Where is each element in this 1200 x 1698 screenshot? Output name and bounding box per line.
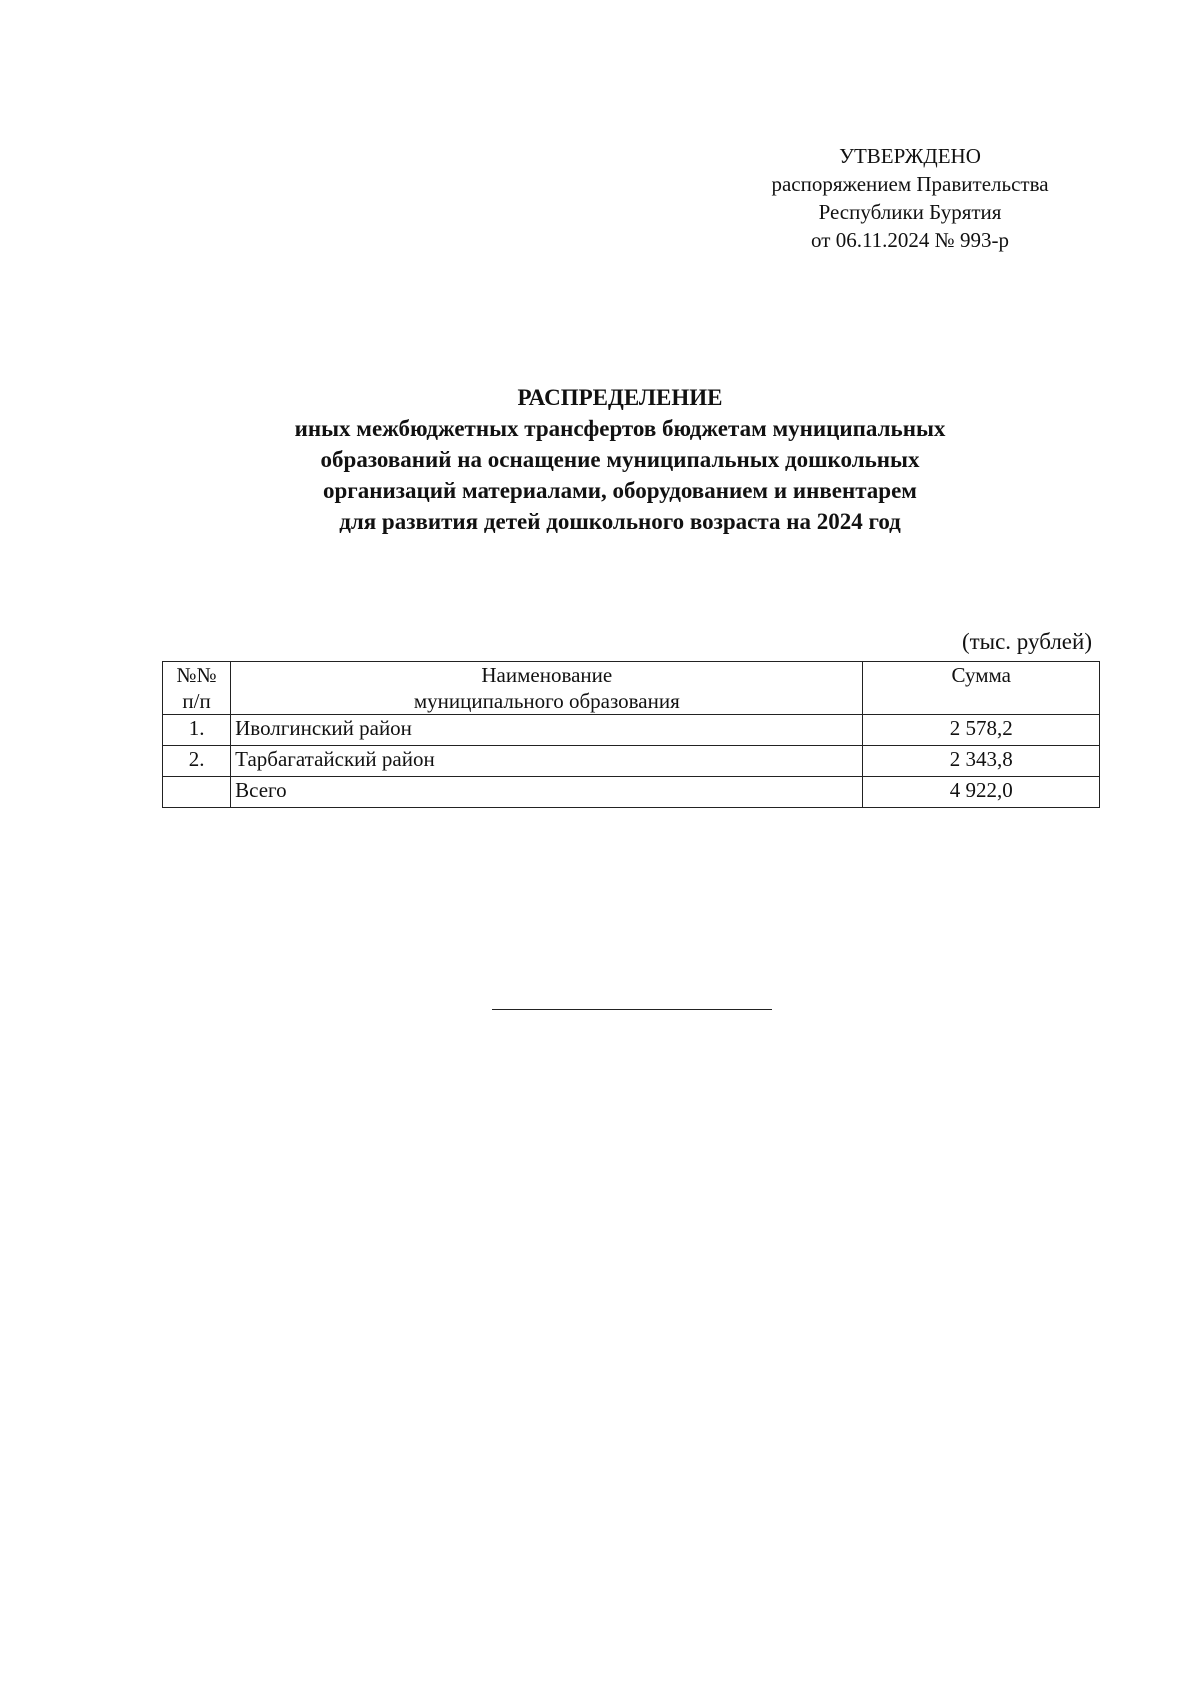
table-row bbox=[163, 746, 1100, 777]
title-line: образований на оснащение муниципальных дошкольных bbox=[320, 447, 920, 472]
row-sum: 2 578,2 bbox=[863, 715, 1100, 746]
row-sum: 4 922,0 bbox=[863, 777, 1100, 808]
approval-line: Республики Бурятия bbox=[818, 200, 1002, 224]
title-line: для развития детей дошкольного возраста на 2024 год bbox=[339, 509, 901, 534]
table-header-row bbox=[163, 662, 1100, 715]
approval-line: распоряжением Правительства bbox=[771, 172, 1049, 196]
units-label: (тыс. рублей) bbox=[961, 629, 1092, 654]
closing-divider-line bbox=[492, 1009, 772, 1010]
header-sum: Сумма bbox=[863, 662, 1100, 715]
approval-line: УТВЕРЖДЕНО bbox=[839, 144, 981, 168]
title-line: организаций материалами, оборудованием и инвентарем bbox=[323, 478, 917, 503]
row-name: Иволгинский район bbox=[231, 715, 863, 746]
approval-stamp bbox=[740, 142, 1080, 254]
title-line: иных межбюджетных трансфертов бюджетам муниципальных bbox=[294, 416, 946, 441]
row-name: Всего bbox=[231, 777, 863, 808]
row-name: Тарбагатайский район bbox=[231, 746, 863, 777]
approval-line: от 06.11.2024 № 993-р bbox=[811, 228, 1009, 252]
distribution-table bbox=[162, 661, 1100, 808]
header-name: Наименование муниципального образования bbox=[231, 662, 863, 715]
row-number: 1. bbox=[163, 715, 231, 746]
row-number bbox=[163, 777, 231, 808]
header-number: №№ п/п bbox=[163, 662, 231, 715]
title-heading: РАСПРЕДЕЛЕНИЕ bbox=[517, 385, 723, 410]
table-total-row bbox=[163, 777, 1100, 808]
row-sum: 2 343,8 bbox=[863, 746, 1100, 777]
document-title bbox=[120, 382, 1120, 537]
table-row bbox=[163, 715, 1100, 746]
row-number: 2. bbox=[163, 746, 231, 777]
